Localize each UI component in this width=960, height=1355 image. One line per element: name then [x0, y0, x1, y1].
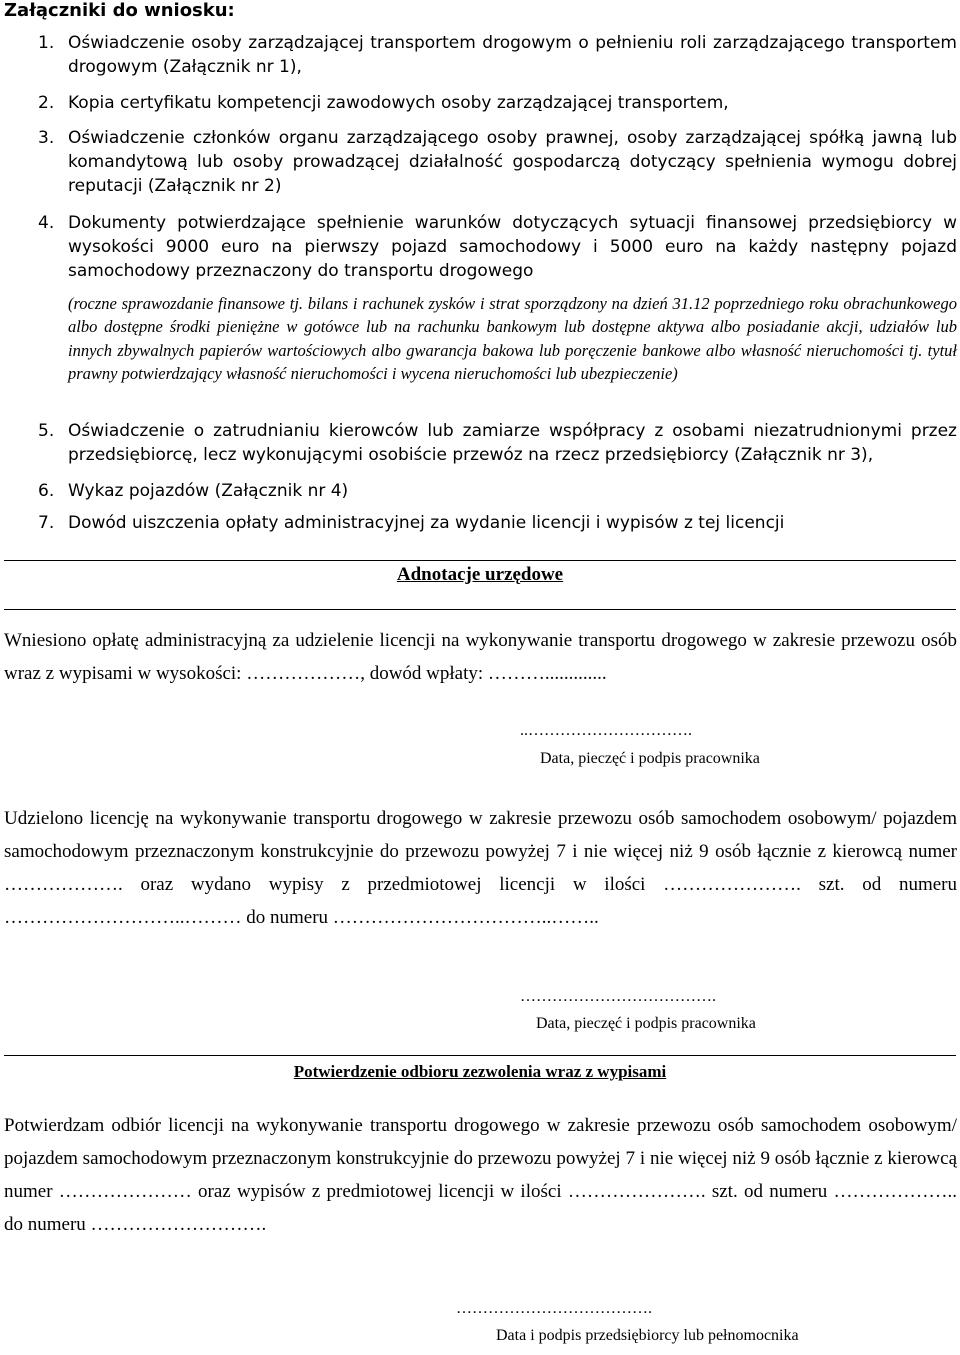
item-number: 1. — [38, 33, 55, 53]
official-notes-title: Adnotacje urzędowe — [396, 564, 564, 585]
signature-caption: Data, pieczęć i podpis pracownika — [540, 750, 760, 767]
item-number: 2. — [38, 93, 55, 113]
item-text: Oświadczenie o zatrudnianiu kierowców lub zamiarze współpracy z osobami niezatrudnionymi przez przedsiębiorcę, lecz wykonującymi osobiście przewóz na rzecz przedsiębiorcy (Załącznik nr 3), — [68, 421, 957, 465]
item-text: Oświadczenie członków organu zarządzającego osoby prawnej, osoby zarządzającej spółką jawną lub komandytową lub osoby prowadzącej działalność gospodarczą dotyczący spełnienia wymogu dobrej reputacji (Załącznik nr 2) — [68, 128, 957, 196]
item-text: Dokumenty potwierdzające spełnienie warunków dotyczących sytuacji finansowej przedsiębiorcy w wysokości 9000 euro na pierwszy pojazd samochodowy i 5000 euro na każdy następny pojazd samochodowy przeznaczony do transportu drogowego — [68, 213, 957, 281]
signature-dots: ………………………………. — [520, 988, 716, 1005]
item-number: 6. — [38, 481, 55, 501]
signature-caption: Data i podpis przedsiębiorcy lub pełnomocnika — [496, 1327, 799, 1344]
signature-dots: ..…………………………. — [520, 722, 692, 739]
divider — [4, 609, 956, 610]
attachments-heading: Załączniki do wniosku: — [4, 0, 235, 21]
signature-caption: Data, pieczęć i podpis pracownika — [536, 1015, 756, 1032]
divider — [4, 1055, 956, 1056]
divider — [4, 560, 956, 561]
receipt-title: Potwierdzenie odbioru zezwolenia wraz z wypisami — [293, 1062, 667, 1081]
item-number: 7. — [38, 513, 55, 533]
fee-paragraph: Wniesiono opłatę administracyjną za udzielenie licencji na wykonywanie transportu drogowego w zakresie przewozu osób wraz z wypisami w wysokości: ………………, dowód wpłaty: ………............. — [4, 630, 957, 684]
item-number: 5. — [38, 421, 55, 441]
receipt-paragraph: Potwierdzam odbiór licencji na wykonywanie transportu drogowego w zakresie przewozu osób samochodem osobowym/ pojazdem samochodowym przeznaczonym konstrukcyjnie do przewozu powyżej 7 i nie więcej niż 9 osób łącznie z kierowcą numer ………………… oraz wypisów z predmiotowej licencji w ilości …………………. szt. od numeru ……………….. do numeru ………………………. — [4, 1115, 957, 1235]
license-paragraph: Udzielono licencję na wykonywanie transportu drogowego w zakresie przewozu osób samochodem osobowym/ pojazdem samochodowym przeznaczonym konstrukcyjnie do przewozu powyżej 7 i nie więcej niż 9 osób łącznie z kierowcą numer ………………. oraz wydano wypisy z przedmiotowej licencji w ilości …………………. szt. od numeru ………………………..……… do numeru ……………………………..…….. — [4, 808, 957, 928]
item-text: Dowód uiszczenia opłaty administracyjnej za wydanie licencji i wypisów z tej licencji — [68, 513, 785, 533]
financial-documents-note: (roczne sprawozdanie finansowe tj. bilans i rachunek zysków i strat sporządzony na dzień 31.12 poprzedniego roku obrachunkowego albo dostępne środki pieniężne w gotówce lub na rachunku bankowym lub dostępne aktywa albo posiadanie akcji, udziałów lub innych zbywalnych papierów wartościowych albo gwarancja bakowa lub poręczenie bankowe albo własność nieruchomości tj. tytuł prawny potwierdzający własność nieruchomości i wycena nieruchomości lub ubezpieczenie) — [68, 294, 957, 384]
item-text: Oświadczenie osoby zarządzającej transportem drogowym o pełnieniu roli zarządzającego transportem drogowym (Załącznik nr 1), — [68, 33, 957, 77]
item-text: Wykaz pojazdów (Załącznik nr 4) — [68, 481, 349, 501]
item-number: 3. — [38, 128, 55, 148]
signature-dots: ………………………………. — [456, 1300, 652, 1317]
item-text: Kopia certyfikatu kompetencji zawodowych osoby zarządzającej transportem, — [68, 93, 729, 113]
item-number: 4. — [38, 213, 55, 233]
